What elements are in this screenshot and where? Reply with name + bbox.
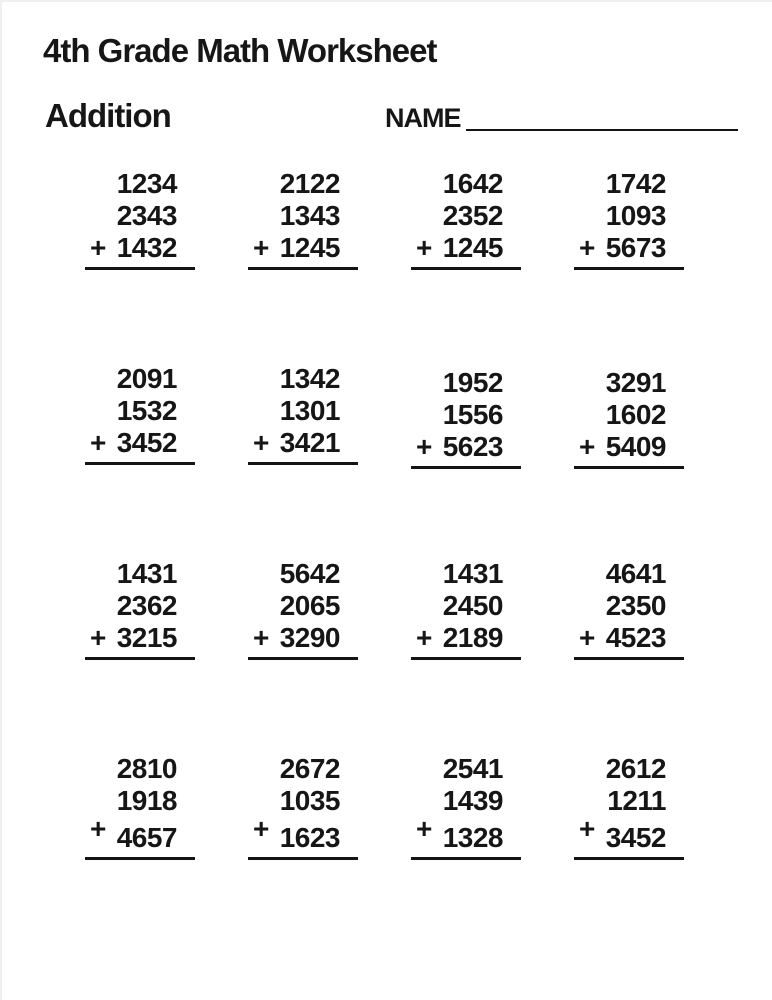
answer-blank-line xyxy=(411,267,521,270)
answer-blank-line xyxy=(574,657,684,660)
addend-3: 5409 xyxy=(605,431,666,462)
answer-blank-line xyxy=(85,857,195,860)
addend-2: 1918 xyxy=(116,785,177,816)
addend-3-row xyxy=(574,431,684,463)
addend-2: 2343 xyxy=(116,200,177,231)
addend-3: 3452 xyxy=(605,822,666,853)
addend-1: 2612 xyxy=(605,753,666,784)
addend-2: 1439 xyxy=(442,785,503,816)
addend-3: 3215 xyxy=(116,622,177,653)
name-label: NAME xyxy=(385,103,461,133)
addend-1: 2541 xyxy=(442,753,503,784)
addition-problem-15 xyxy=(411,753,521,948)
plus-sign: + xyxy=(416,431,432,462)
addend-3-row xyxy=(248,427,358,459)
addend-3-row xyxy=(85,622,195,654)
addend-1: 1234 xyxy=(116,168,177,199)
addend-1: 1742 xyxy=(605,168,666,199)
addend-3-row xyxy=(248,622,358,654)
addition-problem-5 xyxy=(85,363,195,558)
addend-3: 1245 xyxy=(442,232,503,263)
answer-blank-line xyxy=(411,466,521,469)
name-blank-line xyxy=(466,105,738,131)
addend-3-row xyxy=(85,232,195,264)
answer-blank-line xyxy=(574,267,684,270)
addend-2: 1343 xyxy=(279,200,340,231)
addition-problem-1 xyxy=(85,168,195,363)
plus-sign: + xyxy=(90,622,106,653)
addend-3-row xyxy=(411,232,521,264)
addend-3-row xyxy=(411,431,521,463)
addend-1: 2091 xyxy=(116,363,177,394)
addend-3-row xyxy=(574,813,684,854)
addend-3-row xyxy=(574,232,684,264)
addend-3-row xyxy=(574,622,684,654)
addend-3-row xyxy=(248,232,358,264)
addend-1: 1431 xyxy=(442,558,503,589)
addition-problem-6 xyxy=(248,363,358,558)
addend-2: 1093 xyxy=(605,200,666,231)
addend-2: 2352 xyxy=(442,200,503,231)
plus-sign: + xyxy=(579,813,595,844)
section-label-addition: Addition xyxy=(45,97,171,134)
plus-sign: + xyxy=(579,431,595,462)
addend-1: 1342 xyxy=(279,363,340,394)
answer-blank-line xyxy=(248,462,358,465)
addend-2: 1035 xyxy=(279,785,340,816)
answer-blank-line xyxy=(85,267,195,270)
addend-1: 5642 xyxy=(279,558,340,589)
addend-3-row xyxy=(248,813,358,854)
addend-3: 4657 xyxy=(116,822,177,853)
addend-3-row xyxy=(85,813,195,854)
addend-1: 1952 xyxy=(442,367,503,398)
addend-1: 2810 xyxy=(116,753,177,784)
addition-problem-2 xyxy=(248,168,358,363)
addend-2: 1301 xyxy=(279,395,340,426)
addend-3: 1432 xyxy=(116,232,177,263)
plus-sign: + xyxy=(253,813,269,844)
addend-3: 5623 xyxy=(442,431,503,462)
addend-3: 3290 xyxy=(279,622,340,653)
addition-problem-12 xyxy=(574,558,684,753)
plus-sign: + xyxy=(253,427,269,458)
addend-2: 1556 xyxy=(442,399,503,430)
answer-blank-line xyxy=(248,657,358,660)
addition-problem-13 xyxy=(85,753,195,948)
addition-problem-4 xyxy=(574,168,684,363)
addend-3: 4523 xyxy=(605,622,666,653)
answer-blank-line xyxy=(574,857,684,860)
problems-grid xyxy=(85,168,737,948)
addend-1: 1642 xyxy=(442,168,503,199)
answer-blank-line xyxy=(411,857,521,860)
addend-3: 1328 xyxy=(442,822,503,853)
addend-2: 1532 xyxy=(116,395,177,426)
addend-3: 3421 xyxy=(279,427,340,458)
answer-blank-line xyxy=(411,657,521,660)
addend-3: 3452 xyxy=(116,427,177,458)
addend-3: 2189 xyxy=(442,622,503,653)
addend-2: 2362 xyxy=(116,590,177,621)
addition-problem-8 xyxy=(574,367,684,562)
addend-2: 1211 xyxy=(607,785,666,816)
addition-problem-10 xyxy=(248,558,358,753)
addend-1: 4641 xyxy=(605,558,666,589)
answer-blank-line xyxy=(574,466,684,469)
plus-sign: + xyxy=(90,232,106,263)
answer-blank-line xyxy=(85,462,195,465)
addition-problem-16 xyxy=(574,753,684,948)
addend-3: 5673 xyxy=(605,232,666,263)
addend-3-row xyxy=(411,813,521,854)
page-title: 4th Grade Math Worksheet xyxy=(43,32,437,69)
addition-problem-11 xyxy=(411,558,521,753)
plus-sign: + xyxy=(416,622,432,653)
addend-2: 1602 xyxy=(605,399,666,430)
addend-1: 2122 xyxy=(279,168,340,199)
addition-problem-9 xyxy=(85,558,195,753)
plus-sign: + xyxy=(253,622,269,653)
name-field-row xyxy=(385,105,738,131)
addend-3-row xyxy=(411,622,521,654)
addition-problem-7 xyxy=(411,367,521,562)
answer-blank-line xyxy=(248,857,358,860)
addend-2: 2450 xyxy=(442,590,503,621)
plus-sign: + xyxy=(416,813,432,844)
addend-3: 1623 xyxy=(279,822,340,853)
plus-sign: + xyxy=(90,813,106,844)
addend-3: 1245 xyxy=(279,232,340,263)
addend-2: 2065 xyxy=(279,590,340,621)
addend-1: 1431 xyxy=(116,558,177,589)
plus-sign: + xyxy=(90,427,106,458)
answer-blank-line xyxy=(248,267,358,270)
answer-blank-line xyxy=(85,657,195,660)
addition-problem-3 xyxy=(411,168,521,363)
addition-problem-14 xyxy=(248,753,358,948)
addend-2: 2350 xyxy=(605,590,666,621)
addend-1: 2672 xyxy=(279,753,340,784)
addend-3-row xyxy=(85,427,195,459)
plus-sign: + xyxy=(253,232,269,263)
plus-sign: + xyxy=(579,622,595,653)
addend-1: 3291 xyxy=(605,367,666,398)
plus-sign: + xyxy=(579,232,595,263)
plus-sign: + xyxy=(416,232,432,263)
